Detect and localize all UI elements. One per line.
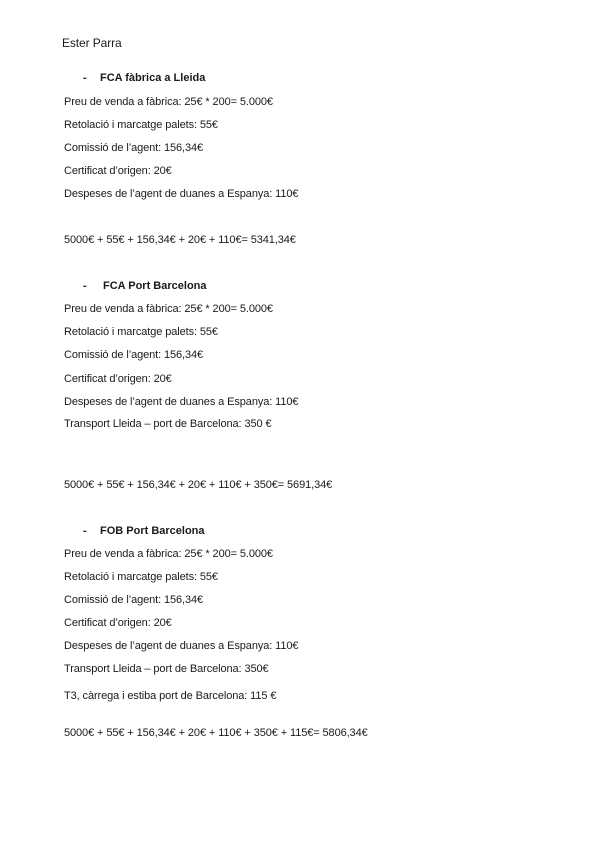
section-3-line-6: Transport Lleida – port de Barcelona: 350€ xyxy=(64,663,269,675)
section-3-line-3: Comissió de l’agent: 156,34€ xyxy=(64,594,204,606)
section-1-total: 5000€ + 55€ + 156,34€ + 20€ + 110€= 5341,34€ xyxy=(64,234,296,246)
section-2-line-2: Retolació i marcatge palets: 55€ xyxy=(64,326,218,338)
section-3-line-5: Despeses de l’agent de duanes a Espanya: 110€ xyxy=(64,640,299,652)
section-2-total: 5000€ + 55€ + 156,34€ + 20€ + 110€ + 350€= 5691,34€ xyxy=(64,479,333,491)
section-3-line-4: Certificat d’origen: 20€ xyxy=(64,617,172,629)
section-2-heading: FCA Port Barcelona xyxy=(103,280,207,292)
section-2-line-5: Despeses de l’agent de duanes a Espanya: 110€ xyxy=(64,396,299,408)
section-2-bullet: - xyxy=(83,280,87,292)
section-1-line-2: Retolació i marcatge palets: 55€ xyxy=(64,119,218,131)
section-1-line-1: Preu de venda a fàbrica: 25€ * 200= 5.000€ xyxy=(64,96,273,108)
section-2-line-3: Comissió de l’agent: 156,34€ xyxy=(64,349,204,361)
author-name: Ester Parra xyxy=(62,36,122,50)
section-1-line-4: Certificat d’origen: 20€ xyxy=(64,165,172,177)
section-1-line-5: Despeses de l’agent de duanes a Espanya: 110€ xyxy=(64,188,299,200)
section-1-heading: FCA fàbrica a Lleida xyxy=(100,72,206,84)
section-1-line-3: Comissió de l’agent: 156,34€ xyxy=(64,142,204,154)
section-3-heading: FOB Port Barcelona xyxy=(100,525,205,537)
section-3-total: 5000€ + 55€ + 156,34€ + 20€ + 110€ + 350€ + 115€= 5806,34€ xyxy=(64,727,368,739)
section-3-line-2: Retolació i marcatge palets: 55€ xyxy=(64,571,218,583)
section-2-line-4: Certificat d’origen: 20€ xyxy=(64,373,172,385)
section-2-line-1: Preu de venda a fàbrica: 25€ * 200= 5.000€ xyxy=(64,303,273,315)
section-1-bullet: - xyxy=(83,72,87,84)
section-2-line-6: Transport Lleida – port de Barcelona: 350 € xyxy=(64,418,272,430)
section-3-bullet: - xyxy=(83,525,87,537)
section-3-line-1: Preu de venda a fàbrica: 25€ * 200= 5.000€ xyxy=(64,548,273,560)
section-3-line-7: T3, càrrega i estiba port de Barcelona: 115 € xyxy=(64,690,277,702)
